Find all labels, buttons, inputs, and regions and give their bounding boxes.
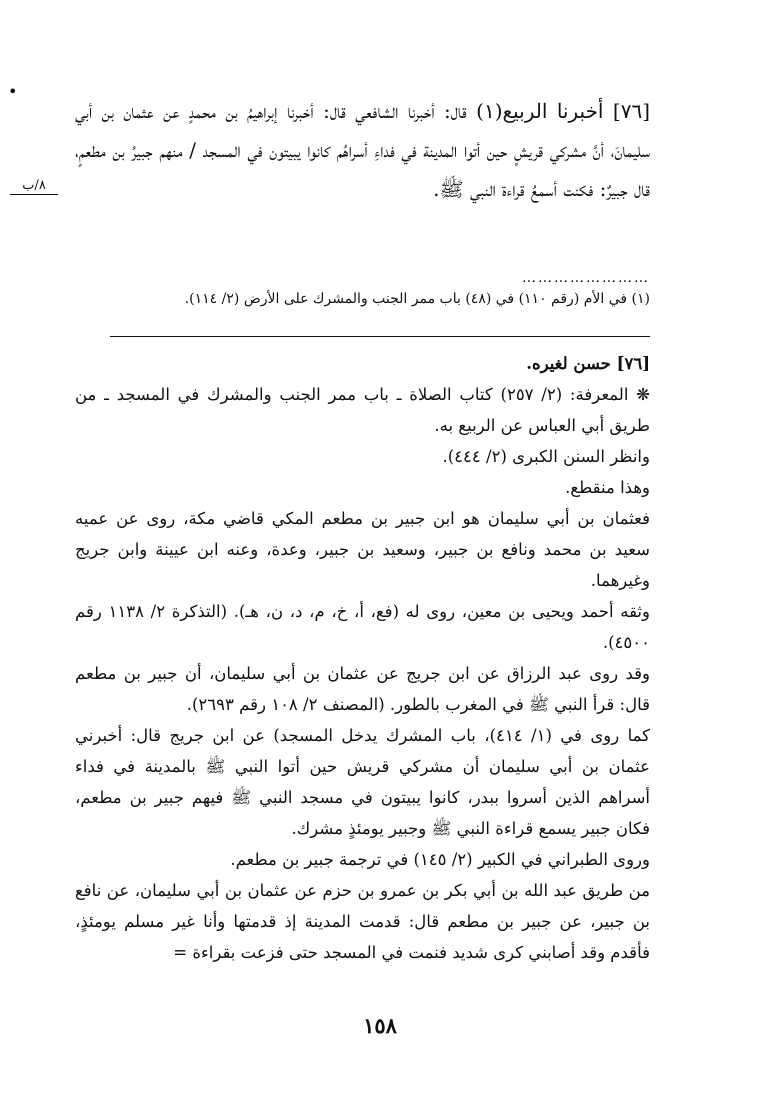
main-text <box>75 92 650 209</box>
footnote: (١) في الأم (رقم ١١٠) في (٤٨) باب ممر الجنب والمشرك على الأرض (٢/ ١١٤). <box>184 291 650 307</box>
commentary-line: وانظر السنن الكبرى (٢/ ٤٤٤). <box>442 447 650 466</box>
commentary-line: من طريق عبد الله بن أبي بكر بن عمرو بن حزم عن عثمان بن أبي سليمان، عن نافع بن جبير، عن جبير بن مطعم قال: قدمت المدينة إذ قدمتها وأنا غير مسلم يومئذٍ، فأقدم وقد أصابني كرى شديد فنمت في المسجد حتى فزعت بقراءة = <box>75 881 650 962</box>
footnote-separator: …………………… <box>522 270 650 286</box>
commentary-line: وثقه أحمد ويحيى بن معين، روى له (فع، أ، خ، م، د، ن، هـ). (التذكرة ٢/ ١١٣٨ رقم ٤٥٠٠). <box>75 602 650 652</box>
commentary-line: وهذا منقطع. <box>565 478 650 497</box>
commentary-line: [٧٦] حسن لغيره. <box>526 354 650 373</box>
margin-folio-reference: ٨/ب <box>10 178 58 195</box>
commentary-line: ❋ المعرفة: (٢/ ٢٥٧) كتاب الصلاة ـ باب ممر الجنب والمشرك في المسجد ـ من طريق أبي العباس عن الربيع به. <box>75 385 650 435</box>
commentary-line: فعثمان بن أبي سليمان هو ابن جبير بن مطعم المكي قاضي مكة، روى عن عميه سعيد بن محمد ونافع بن جبير، وسعيد بن جبير، وعدة، وعنه ابن عيينة وابن جريج وغيرهما. <box>75 509 650 590</box>
commentary-section <box>75 348 650 968</box>
commentary-line: وقد روى عبد الرزاق عن ابن جريج عن عثمان بن أبي سليمان، أن جبير بن مطعم قال: قرأ النبي ﷺ في المغرب بالطور. (المصنف ٢/ ١٠٨ رقم ٢٦٩٣). <box>75 664 650 714</box>
hadith-paragraph: [٧٦] أخبرنا الربيع(١) قال: أخبرنا الشافعي قال: أخبرنا إبراهيمُ بن محمدٍ عن عثمان بن أبي سليمانَ، أنَّ مشركي قريشٍ حين أتوا المدينة في فداءِ أسراهُم كانوا يبيتون في المسجد / منهم جبيرُ بن مطعمٍ، قال جبيرٌ: فكنت أسمعُ قراءة النبي ﷺ. <box>75 99 650 201</box>
page-number: ١٥٨ <box>363 1013 397 1038</box>
horizontal-rule <box>110 336 650 337</box>
margin-dot: • <box>8 82 18 101</box>
commentary-line: كما روى في (١/ ٤١٤)، باب المشرك يدخل المسجد) عن ابن جريج قال: أخبرني عثمان بن أبي سليمان أن مشركي قريش حين أتوا النبي ﷺ بالمدينة في فداء أسراهم الذين أسروا ببدر، كانوا يبيتون في مسجد النبي ﷺ فيهم جبير بن مطعم، فكان جبير يسمع قراءة النبي ﷺ وجبير يومئذٍ مشرك. <box>75 726 650 838</box>
commentary-line: وروى الطبراني في الكبير (٢/ ١٤٥) في ترجمة جبير بن مطعم. <box>230 850 650 869</box>
